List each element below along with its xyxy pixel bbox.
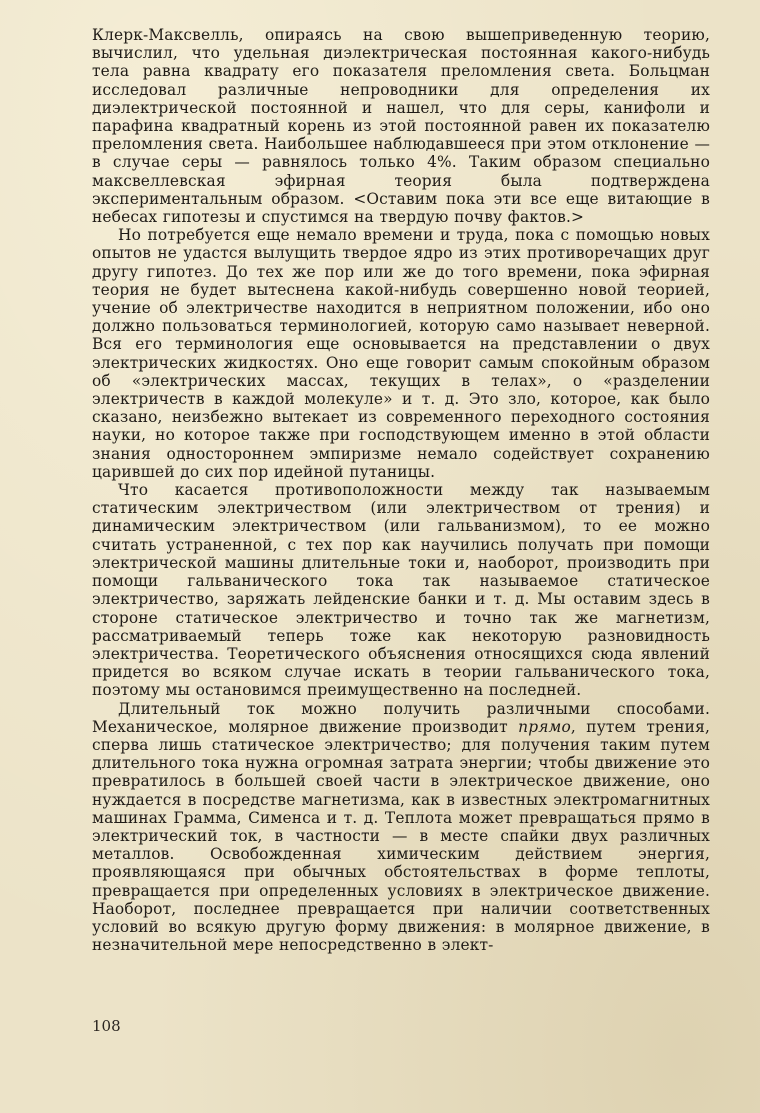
- paragraph-4-text-before: Длительный ток можно получить различными способами. Механическое, молярное движение производит: [92, 699, 710, 736]
- paragraph-1: Клерк-Максвелль, опираясь на свою вышеприведенную теорию, вычислил, что удельная диэлектрическая постоянная какого-нибудь тела равна квадрату его показателя преломления света. Больцман исследовал различные непроводники для определения их диэлектрической постоянной и нашел, что для серы, канифоли и парафина квадратный корень из этой постоянной равен их показателю преломления света. Наибольшее наблюдавшееся при этом отклонение — в случае серы — равнялось только 4%. Таким образом специально максвеллевская эфирная теория была подтверждена экспериментальным образом. <Оставим пока эти все еще витающие в небесах гипотезы и спустимся на твердую почву фактов.>: [92, 26, 710, 227]
- paragraph-3: Что касается противоположности между так называемым статическим электричеством (или электричеством от трения) и динамическим электричеством (или гальванизмом), то ее можно считать устраненной, с тех пор как научились получать при помощи электрической машины длительные токи и, наоборот, производить при помощи гальванического тока так называемое статическое электричество, заряжать лейденские банки и т. д. Мы оставим здесь в стороне статическое электричество и точно так же магнетизм, рассматриваемый теперь тоже как некоторую разновидность электричества. Теоретического объяснения относящихся сюда явлений придется во всяком случае искать в теории гальванического тока, поэтому мы остановимся преимущественно на последней.: [92, 481, 710, 700]
- paragraph-2: Но потребуется еще немало времени и труда, пока с помощью новых опытов не удастся вылущить твердое ядро из этих противоречащих друг другу гипотез. До тех же пор или же до того времени, пока эфирная теория не будет вытеснена какой-нибудь совершенно новой теорией, учение об электричестве находится в неприятном положении, ибо оно должно пользоваться терминологией, которую само называет неверной. Вся его терминология еще основывается на представлении о двух электрических жидкостях. Оно еще говорит самым спокойным образом об «электрических массах, текущих в телах», о «разделении электричеств в каждой молекуле» и т. д. Это зло, которое, как было сказано, неизбежно вытекает из современного переходного состояния науки, но которое также при господствующем именно в этой области знания одностороннем эмпиризме немало содействует сохранению царившей до сих пор идейной путаницы.: [92, 226, 710, 481]
- paragraph-4-text-after: , путем трения, сперва лишь статическое электричество; для получения таким путем длительного тока нужна огромная затрата энергии; чтобы движение это превратилось в большей своей части в электрическое движение, оно нуждается в посредстве магнетизма, как в известных электромагнитных машинах Грамма, Сименса и т. д. Теплота может превращаться прямо в электрический ток, в частности — в месте спайки двух различных металлов. Освобожденная химическим действием энергия, проявляющаяся при обычных обстоятельствах в форме теплоты, превращается при определенных условиях в электрическое движение. Наоборот, последнее превращается при наличии соответственных условий во всякую другую форму движения: в молярное движение, в незначительной мере непосредственно в элект-: [92, 717, 710, 955]
- page-body: [92, 26, 710, 954]
- paragraph-4: [92, 700, 710, 955]
- emphasis-word: прямо: [518, 717, 571, 736]
- page-number: 108: [92, 1017, 121, 1035]
